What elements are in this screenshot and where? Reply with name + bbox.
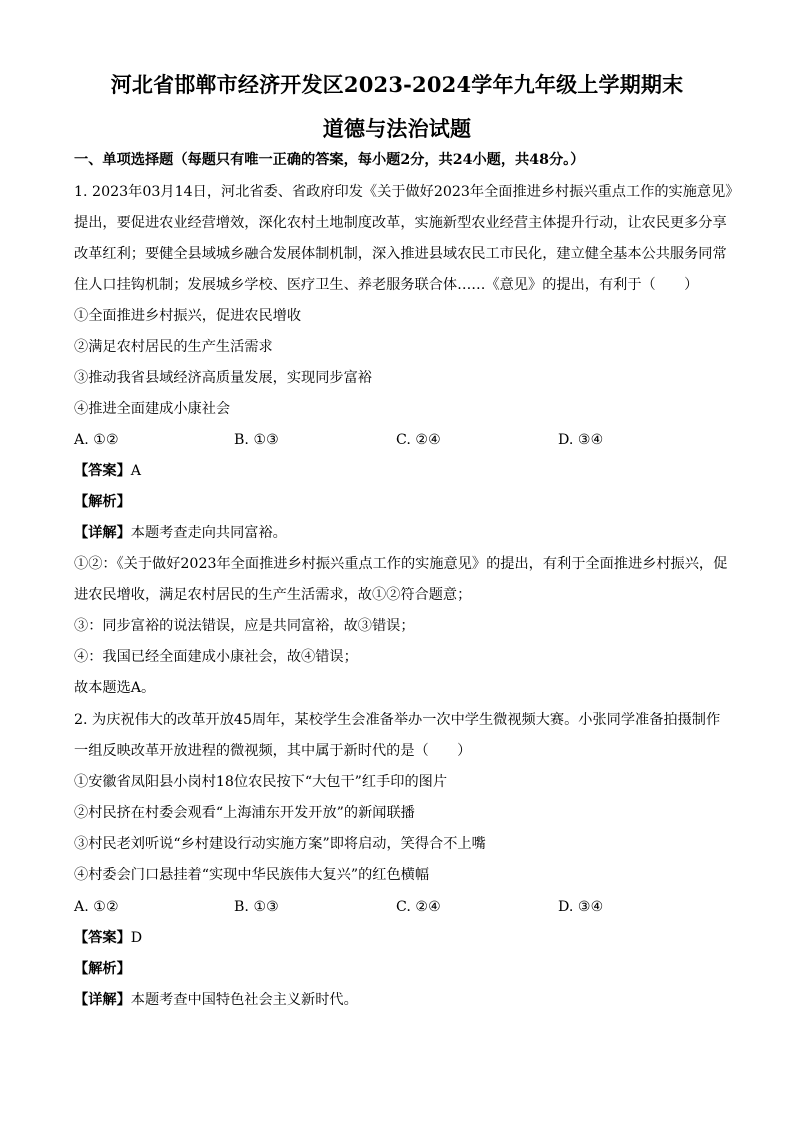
- q1-stem-line: 改革红利；要健全县域城乡融合发展体制机制，深入推进县域农民工市民化，建立健全基本公共服务同常: [74, 246, 727, 262]
- detail-text: 本题考查中国特色社会主义新时代。: [130, 992, 358, 1008]
- analysis-tag: 【解析】: [74, 961, 131, 977]
- q1-stem-line: 1. 2023年03月14日，河北省委、省政府印发《关于做好2023年全面推进乡村振兴重点工作的实施意见》: [74, 184, 740, 200]
- q2-option-c: C. ②④: [396, 899, 441, 915]
- q2-option-b: B. ①③: [234, 899, 279, 915]
- q1-analysis-tag: [74, 492, 724, 512]
- q1-option-b: B. ①③: [234, 432, 279, 448]
- q1-stem-line: 提出，要促进农业经营增效，深化农村土地制度改革，实施新型农业经营主体提升行动，让农民更多分享: [74, 215, 727, 231]
- q1-explain-line: 故本题选A。: [74, 680, 156, 696]
- q1-detail: [74, 523, 724, 543]
- q2-item: ①安徽省凤阳县小岗村18位农民按下“大包干”红手印的图片: [74, 774, 448, 790]
- q2-stem-line: 2. 为庆祝伟大的改革开放45周年，某校学生会准备举办一次中学生微视频大赛。小张同学准备拍摄制作: [74, 712, 721, 728]
- answer-value: D: [130, 930, 143, 946]
- document-title: 河北省邯郸市经济开发区2023-2024学年九年级上学期期末: [110, 72, 684, 97]
- q1-stem-line: 住人口挂钩机制；发展城乡学校、医疗卫生、养老服务联合体……《意见》的提出，有利于（ ）: [74, 277, 699, 293]
- section-heading: 一、单项选择题（每题只有唯一正确的答案，每小题2分，共24小题，共48分。）: [74, 152, 585, 168]
- q2-detail: [74, 990, 724, 1010]
- q2-item: ②村民挤在村委会观看“上海浦东开发开放”的新闻联播: [74, 805, 415, 821]
- detail-tag: 【详解】: [74, 525, 131, 541]
- analysis-tag: 【解析】: [74, 494, 131, 510]
- q1-item: ①全面推进乡村振兴，促进农民增收: [74, 308, 302, 324]
- detail-text: 本题考查走向共同富裕。: [130, 525, 287, 541]
- q1-answer: [74, 461, 724, 481]
- answer-value: A: [130, 463, 142, 479]
- answer-tag: 【答案】: [74, 463, 131, 479]
- q2-item: ④村委会门口悬挂着“实现中华民族伟大复兴”的红色横幅: [74, 867, 430, 883]
- q2-option-d: D. ③④: [558, 899, 604, 915]
- q1-option-a: A. ①②: [74, 432, 119, 448]
- q1-item: ③推动我省县域经济高质量发展，实现同步富裕: [74, 370, 372, 386]
- q2-stem-line: 一组反映改革开放进程的微视频，其中属于新时代的是（ ）: [74, 743, 472, 759]
- document-subtitle: 道德与法治试题: [322, 116, 472, 141]
- q1-explain-line: 进农民增收，满足农村居民的生产生活需求，故①②符合题意；: [74, 587, 472, 603]
- q1-option-c: C. ②④: [396, 432, 441, 448]
- detail-tag: 【详解】: [74, 992, 131, 1008]
- q2-analysis-tag: [74, 959, 724, 979]
- q1-item: ②满足农村居民的生产生活需求: [74, 339, 273, 355]
- q2-answer: [74, 928, 724, 948]
- q1-explain-line: ③：同步富裕的说法错误，应是共同富裕，故③错误；: [74, 618, 415, 634]
- q2-option-a: A. ①②: [74, 899, 119, 915]
- q1-option-d: D. ③④: [558, 432, 604, 448]
- q1-explain-line: ①②：《关于做好2023年全面推进乡村振兴重点工作的实施意见》的提出，有利于全面推进乡村振兴，促: [74, 556, 728, 572]
- q2-item: ③村民老刘听说“乡村建设行动实施方案”即将启动，笑得合不上嘴: [74, 836, 486, 852]
- q1-item: ④推进全面建成小康社会: [74, 401, 231, 417]
- q1-explain-line: ④：我国已经全面建成小康社会，故④错误；: [74, 649, 358, 665]
- answer-tag: 【答案】: [74, 930, 131, 946]
